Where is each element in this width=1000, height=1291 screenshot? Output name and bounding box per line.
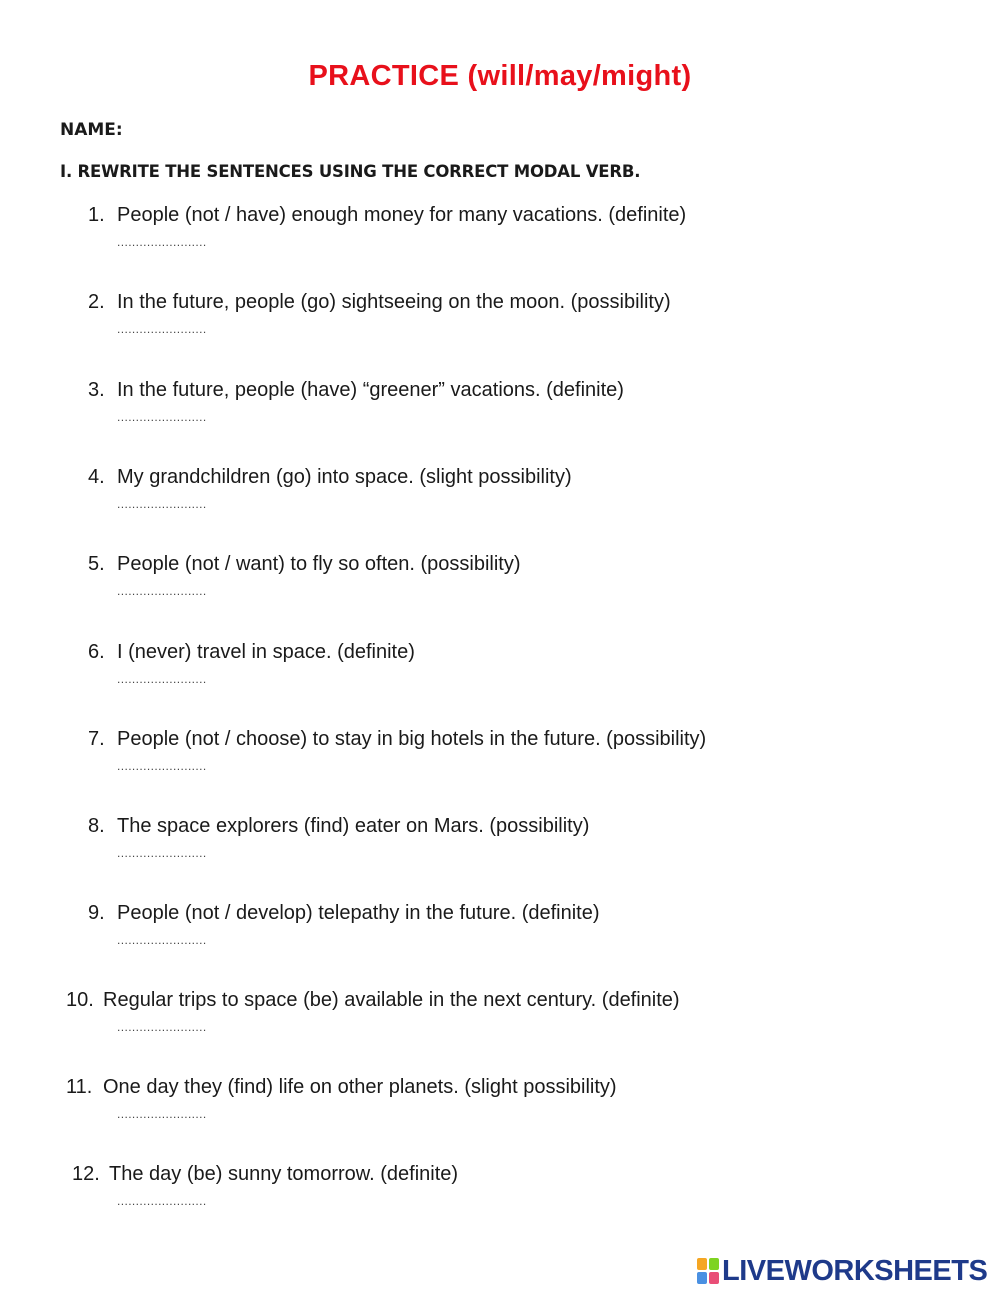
- answer-input[interactable]: [117, 679, 235, 693]
- answer-input[interactable]: [117, 853, 235, 867]
- item-number: 4.: [88, 466, 105, 488]
- item-sentence: I (never) travel in space. (definite): [117, 641, 415, 663]
- item-sentence: Regular trips to space (be) available in the next century. (definite): [103, 989, 680, 1011]
- answer-dots: ........................: [117, 933, 207, 947]
- answer-input[interactable]: [117, 417, 235, 431]
- answer-dots: ........................: [117, 672, 207, 686]
- exercise-instruction: I. REWRITE THE SENTENCES USING THE CORRECT MODAL VERB.: [60, 162, 641, 181]
- answer-input[interactable]: [117, 1201, 235, 1215]
- answer-input[interactable]: [117, 329, 235, 343]
- answer-dots: ........................: [117, 235, 207, 249]
- liveworksheets-logo-icon: [697, 1258, 719, 1284]
- answer-dots: ........................: [117, 1020, 207, 1034]
- answer-input[interactable]: [117, 242, 235, 256]
- item-number: 3.: [88, 379, 105, 401]
- item-sentence: My grandchildren (go) into space. (slight possibility): [117, 466, 572, 488]
- item-sentence: The day (be) sunny tomorrow. (definite): [109, 1163, 459, 1185]
- item-number: 7.: [88, 728, 105, 750]
- answer-input[interactable]: [117, 1027, 235, 1041]
- logo-text: LIVEWORKSHEETS: [722, 1254, 988, 1287]
- item-number: 9.: [88, 902, 105, 924]
- answer-dots: ........................: [117, 1194, 207, 1208]
- item-sentence: People (not / choose) to stay in big hotels in the future. (possibility): [117, 728, 707, 750]
- item-sentence: People (not / want) to fly so often. (possibility): [117, 553, 521, 575]
- answer-dots: ........................: [117, 322, 207, 336]
- answer-input[interactable]: [117, 940, 235, 954]
- item-number: 12.: [72, 1163, 100, 1185]
- item-number: 2.: [88, 291, 105, 313]
- answer-input[interactable]: [117, 766, 235, 780]
- answer-dots: ........................: [117, 497, 207, 511]
- answer-dots: ........................: [117, 584, 207, 598]
- item-sentence: People (not / have) enough money for many vacations. (definite): [117, 204, 687, 226]
- answer-input[interactable]: [117, 1114, 235, 1128]
- item-number: 5.: [88, 553, 105, 575]
- answer-input[interactable]: [117, 504, 235, 518]
- liveworksheets-logo: [697, 1256, 987, 1286]
- item-sentence: People (not / develop) telepathy in the future. (definite): [117, 902, 600, 924]
- item-number: 1.: [88, 204, 105, 226]
- item-number: 11.: [66, 1076, 93, 1098]
- answer-input[interactable]: [117, 591, 235, 605]
- answer-dots: ........................: [117, 1107, 207, 1121]
- item-sentence: The space explorers (find) eater on Mars. (possibility): [117, 815, 590, 837]
- item-number: 6.: [88, 641, 105, 663]
- answer-dots: ........................: [117, 759, 207, 773]
- answer-dots: ........................: [117, 410, 207, 424]
- item-number: 8.: [88, 815, 105, 837]
- item-sentence: In the future, people (go) sightseeing on the moon. (possibility): [117, 291, 671, 313]
- page-title: PRACTICE (will/may/might): [308, 60, 692, 92]
- item-sentence: In the future, people (have) “greener” vacations. (definite): [117, 379, 624, 401]
- answer-dots: ........................: [117, 846, 207, 860]
- item-number: 10.: [66, 989, 94, 1011]
- item-sentence: One day they (find) life on other planets. (slight possibility): [103, 1076, 617, 1098]
- name-label: NAME:: [60, 120, 123, 140]
